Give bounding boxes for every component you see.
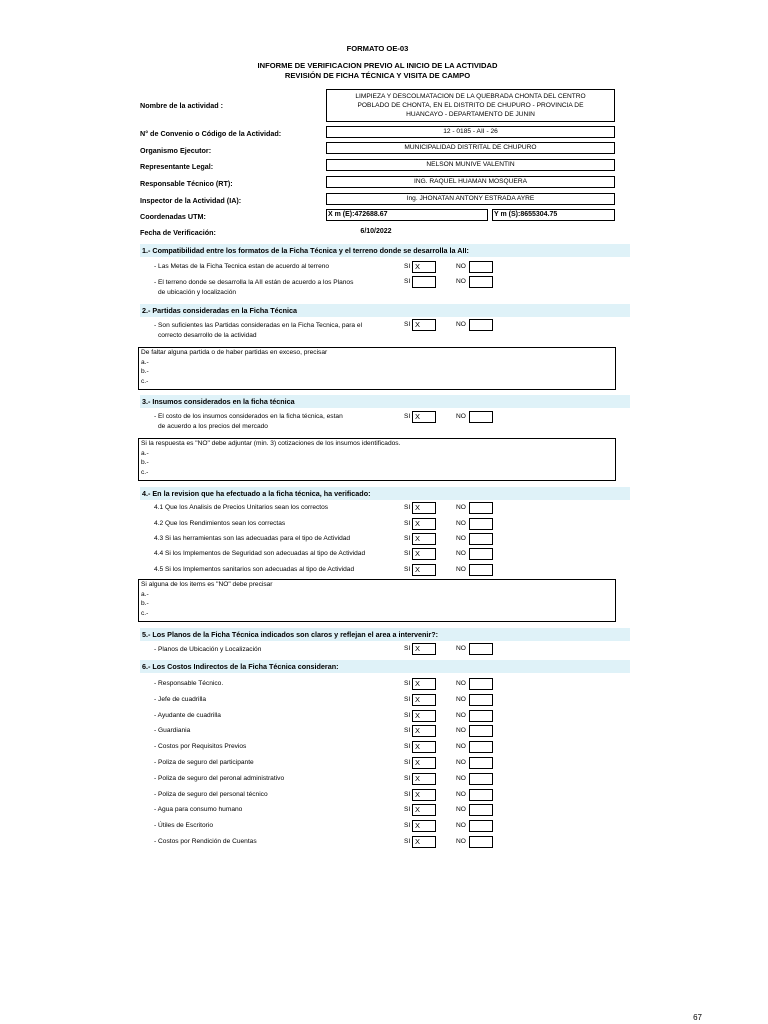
si-checkbox[interactable]: X — [412, 710, 436, 722]
note-line-b: b.- — [141, 368, 149, 375]
si-label: SI — [404, 680, 411, 687]
si-label: SI — [404, 645, 411, 652]
si-label: SI — [404, 695, 411, 703]
question-1b-line2: de ubicación y localización — [158, 289, 237, 296]
no-label: NO — [456, 727, 466, 735]
question-4-1: 4.1 Que los Analisis de Precios Unitarios sean los correctos — [154, 504, 329, 511]
no-label: NO — [456, 520, 466, 527]
no-checkbox[interactable] — [469, 518, 493, 530]
si-checkbox[interactable]: X — [412, 533, 436, 545]
form-code: FORMATO OE-03 — [346, 44, 409, 53]
representante-value: NELSON MUNIVE VALENTIN — [326, 159, 615, 171]
si-label: SI — [404, 759, 411, 766]
no-label: NO — [456, 566, 466, 573]
convenio-value: 12 - 0185 - AII - 26 — [326, 126, 615, 138]
costo-indirecto-item: - Guardiania — [154, 727, 191, 735]
no-checkbox[interactable] — [469, 533, 493, 545]
si-label: SI — [404, 727, 411, 735]
si-label: SI — [404, 774, 411, 782]
no-checkbox[interactable] — [469, 411, 493, 423]
si-checkbox[interactable]: X — [412, 820, 436, 832]
no-checkbox[interactable] — [469, 741, 493, 753]
si-checkbox[interactable] — [412, 276, 436, 288]
si-checkbox[interactable]: X — [412, 741, 436, 753]
no-checkbox[interactable] — [469, 643, 493, 655]
note-box-3[interactable] — [138, 438, 616, 481]
no-label: NO — [456, 806, 466, 814]
question-5a: - Planos de Ubicación y Localización — [154, 646, 262, 653]
si-checkbox[interactable]: X — [412, 518, 436, 530]
costo-indirecto-item: - Responsable Técnico. — [154, 680, 224, 687]
question-1b-line1: - El terreno donde se desarrolla la AII están de acuerdo a los Planos — [154, 279, 354, 286]
si-label: SI — [404, 711, 411, 719]
costo-indirecto-item: - Útiles de Escritorio — [154, 822, 213, 830]
organismo-label: Organismo Ejecutor: — [140, 146, 212, 155]
no-checkbox[interactable] — [469, 261, 493, 273]
costo-indirecto-item: - Costos por Rendición de Cuentas — [154, 838, 257, 845]
representante-label: Representante Legal: — [140, 162, 214, 171]
no-checkbox[interactable] — [469, 548, 493, 560]
note-line-c: c.- — [141, 377, 149, 385]
no-label: NO — [456, 321, 466, 328]
no-label: NO — [456, 774, 466, 782]
question-3a — [154, 412, 343, 432]
section-5-header: 5.- Los Planos de la Ficha Técnica indicados son claros y reflejan el area a intervenir?: — [140, 628, 630, 641]
note-line-a: a.- — [141, 449, 149, 457]
no-label: NO — [456, 711, 466, 719]
no-checkbox[interactable] — [469, 789, 493, 801]
note-line-a: a.- — [141, 358, 149, 366]
no-checkbox[interactable] — [469, 319, 493, 331]
convenio-label: N° de Convenio o Código de la Actividad: — [140, 129, 282, 138]
no-checkbox[interactable] — [469, 773, 493, 785]
form-title-line1: INFORME DE VERIFICACION PREVIO AL INICIO DE LA ACTIVIDAD — [257, 61, 498, 70]
si-checkbox[interactable]: X — [412, 773, 436, 785]
costo-indirecto-item: - Poliza de seguro del personal técnico — [154, 790, 268, 798]
inspector-value: Ing. JHONATAN ANTONY ESTRADA AYRE — [326, 193, 615, 205]
note-box-2[interactable] — [138, 347, 616, 390]
question-1a: - Las Metas de la Ficha Tecnica estan de acuerdo al terreno — [154, 263, 330, 270]
no-label: NO — [456, 278, 466, 285]
question-3a-line2: de acuerdo a los precios del mercado — [158, 423, 268, 430]
no-checkbox[interactable] — [469, 502, 493, 514]
section-6-header: 6.- Los Costos Indirectos de la Ficha Técnica consideran: — [140, 660, 630, 673]
no-label: NO — [456, 838, 466, 845]
actividad-line: LIMPIEZA Y DESCOLMATACION DE LA QUEBRADA CHONTA DEL CENTRO — [355, 93, 586, 100]
si-label: SI — [404, 790, 411, 798]
form-title-line2: REVISIÓN DE FICHA TÉCNICA Y VISITA DE CAMPO — [284, 71, 471, 80]
note-line-b: b.- — [141, 459, 149, 466]
si-checkbox[interactable]: X — [412, 643, 436, 655]
section-3-header: 3.- Insumos considerados en la ficha técnica — [140, 395, 630, 408]
no-checkbox[interactable] — [469, 836, 493, 848]
question-2a-line1: - Son suficientes las Partidas consideradas en la Ficha Tecnica, para el — [154, 322, 363, 329]
no-label: NO — [456, 263, 466, 270]
section-4-header: 4.- En la revision que ha efectuado a la ficha técnica, ha verificado: — [140, 487, 630, 500]
no-label: NO — [456, 504, 466, 511]
no-label: NO — [456, 743, 466, 751]
coord-y-value: Y m (S):8655304.75 — [492, 209, 615, 221]
no-label: NO — [456, 790, 466, 798]
si-label: SI — [404, 822, 411, 830]
question-2a-line2: correcto desarrollo de la actividad — [158, 332, 257, 339]
fecha-value: 6/10/2022 — [360, 228, 392, 235]
no-label: NO — [456, 680, 466, 687]
si-checkbox[interactable]: X — [412, 548, 436, 560]
no-label: NO — [456, 695, 466, 703]
question-1b — [154, 278, 353, 298]
coordenadas-label: Coordenadas UTM: — [140, 212, 206, 221]
no-label: NO — [456, 413, 466, 420]
section-2-header: 2.- Partidas consideradas en la Ficha Técnica — [140, 304, 630, 317]
si-checkbox[interactable]: X — [412, 725, 436, 737]
no-label: NO — [456, 550, 466, 557]
no-checkbox[interactable] — [469, 820, 493, 832]
si-checkbox[interactable]: X — [412, 411, 436, 423]
si-checkbox[interactable]: X — [412, 804, 436, 816]
si-checkbox[interactable]: X — [412, 757, 436, 769]
si-checkbox[interactable]: X — [412, 678, 436, 690]
costo-indirecto-item: - Agua para consumo humano — [154, 806, 243, 814]
si-label: SI — [404, 566, 411, 573]
costo-indirecto-item: - Jefe de cuadrilla — [154, 695, 207, 703]
si-checkbox[interactable]: X — [412, 261, 436, 273]
si-label: SI — [404, 838, 411, 845]
no-checkbox[interactable] — [469, 725, 493, 737]
note-title: De faltar alguna partida o de haber partidas en exceso, precisar — [141, 349, 328, 356]
si-checkbox[interactable]: X — [412, 319, 436, 331]
actividad-line: HUANCAYO - DEPARTAMENTO DE JUNIN — [406, 111, 535, 118]
organismo-value: MUNICIPALIDAD DISTRITAL DE CHUPURO — [326, 142, 615, 154]
no-checkbox[interactable] — [469, 276, 493, 288]
costo-indirecto-item: - Poliza de seguro del participante — [154, 759, 254, 766]
si-checkbox[interactable]: X — [412, 564, 436, 576]
actividad-value — [326, 89, 615, 122]
si-label: SI — [404, 535, 411, 542]
si-label: SI — [404, 263, 411, 270]
section-1-header: 1.- Compatibilidad entre los formatos de la Ficha Técnica y el terreno donde se desarrolla la AII: — [140, 244, 630, 257]
no-checkbox[interactable] — [469, 757, 493, 769]
si-label: SI — [404, 743, 411, 751]
responsable-value: ING. RAQUEL HUAMAN MOSQUERA — [326, 176, 615, 188]
note-title: Si alguna de los items es "NO" debe precisar — [141, 581, 273, 588]
si-label: SI — [404, 550, 411, 557]
si-label: SI — [404, 321, 411, 328]
si-checkbox[interactable]: X — [412, 502, 436, 514]
costo-indirecto-item: - Ayudante de cuadrilla — [154, 711, 221, 719]
si-checkbox[interactable]: X — [412, 789, 436, 801]
note-line-c: c.- — [141, 468, 149, 476]
fecha-label: Fecha de Verificación: — [140, 228, 216, 237]
si-checkbox[interactable]: X — [412, 836, 436, 848]
si-label: SI — [404, 504, 411, 511]
page-number: 67 — [693, 1013, 702, 1022]
costo-indirecto-item: - Poliza de seguro del peronal administrativo — [154, 774, 285, 782]
si-label: SI — [404, 278, 411, 285]
question-4-5: 4.5 Si los Implementos sanitarios son adecuadas al tipo de Actividad — [154, 566, 355, 573]
question-2a — [154, 321, 362, 341]
responsable-label: Responsable Técnico (RT): — [140, 179, 233, 188]
costo-indirecto-item: - Costos por Requisitos Previos — [154, 743, 247, 751]
no-checkbox[interactable] — [469, 804, 493, 816]
no-label: NO — [456, 535, 466, 542]
coord-x-value: X m (E):472688.67 — [326, 209, 488, 221]
no-label: NO — [456, 822, 466, 830]
no-checkbox[interactable] — [469, 694, 493, 706]
actividad-label: Nombre de la actividad : — [140, 101, 224, 110]
note-box-4[interactable] — [138, 579, 616, 622]
question-3a-line1: - El costo de los insumos considerados en la ficha técnica, estan — [154, 413, 343, 420]
inspector-label: Inspector de la Actividad (IA): — [140, 196, 242, 205]
note-line-c: c.- — [141, 609, 149, 617]
no-label: NO — [456, 645, 466, 652]
no-label: NO — [456, 759, 466, 766]
si-checkbox[interactable]: X — [412, 694, 436, 706]
no-checkbox[interactable] — [469, 678, 493, 690]
no-checkbox[interactable] — [469, 564, 493, 576]
question-4-4: 4.4 Si los Implementos de Seguridad son adecuadas al tipo de Actividad — [154, 550, 366, 557]
si-label: SI — [404, 520, 411, 527]
note-title: Si la respuesta es "NO" debe adjuntar (min. 3) cotizaciones de los insumos identificados. — [141, 440, 401, 447]
note-line-b: b.- — [141, 600, 149, 607]
si-label: SI — [404, 413, 411, 420]
question-4-2: 4.2 Que los Rendimientos sean los correctas — [154, 520, 286, 527]
actividad-line: POBLADO DE CHONTA, EN EL DISTRITO DE CHUPURO - PROVINCIA DE — [357, 102, 584, 109]
si-label: SI — [404, 806, 411, 814]
note-line-a: a.- — [141, 590, 149, 598]
question-4-3: 4.3 Si las herramientas son las adecuadas para el tipo de Actividad — [154, 535, 351, 542]
no-checkbox[interactable] — [469, 710, 493, 722]
